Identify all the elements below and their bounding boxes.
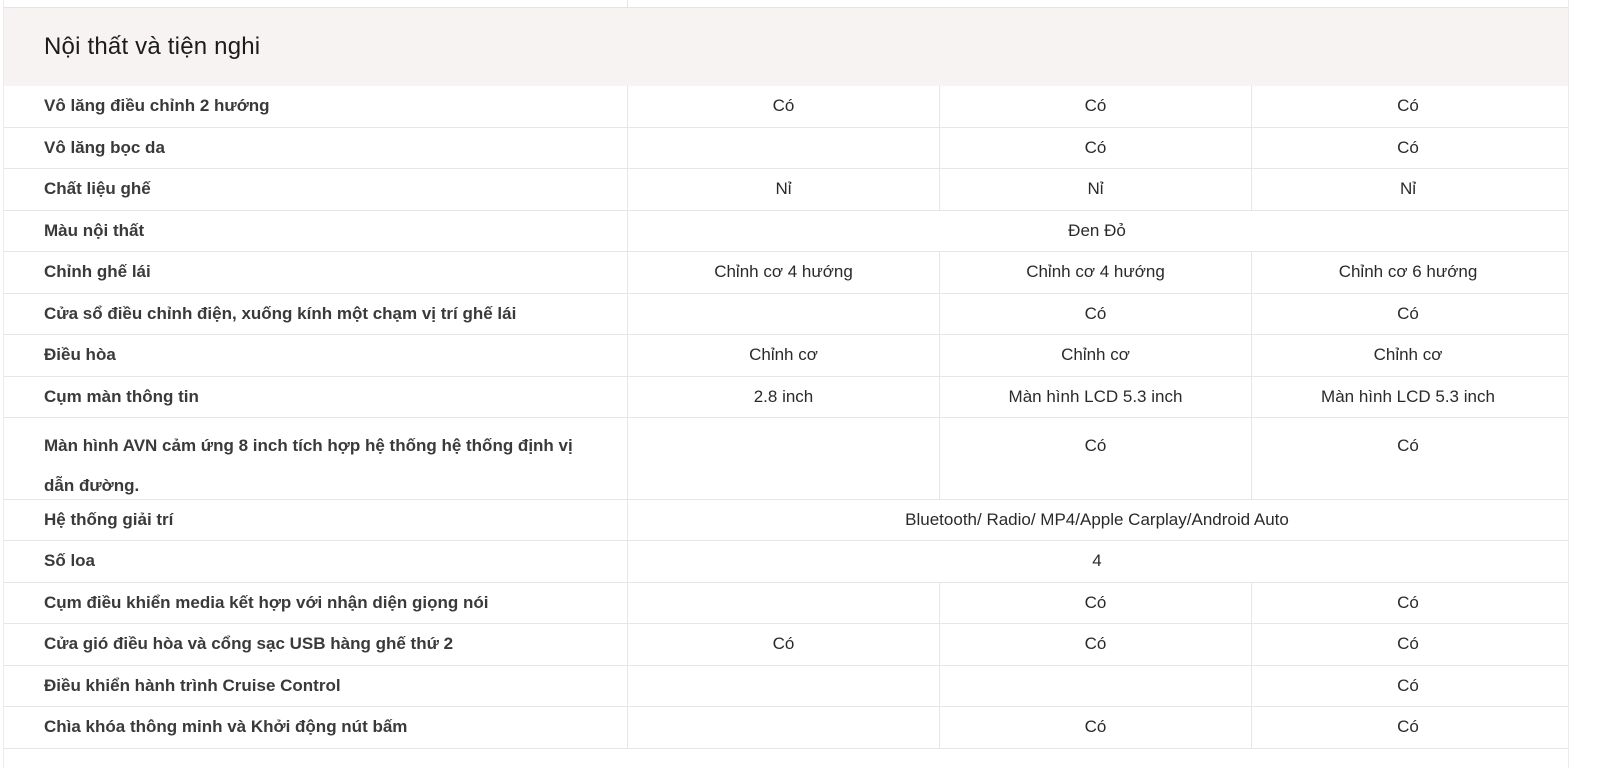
cell-value: Có [940, 583, 1252, 624]
cell-value: Màn hình LCD 5.3 inch [1321, 386, 1495, 406]
table-row [4, 624, 1568, 666]
cell-value: Có [1397, 436, 1419, 455]
section-title: Nội thất và tiện nghi [44, 33, 261, 60]
row-label: Cửa gió điều hòa và cổng sạc USB hàng ghế thứ 2 [4, 624, 628, 665]
table-row [4, 128, 1568, 170]
row-label: Cụm điều khiển media kết hợp với nhận diện giọng nói [4, 583, 628, 624]
section-header [4, 8, 1568, 86]
table-row [4, 541, 1568, 583]
cell-value: Có [1397, 592, 1419, 612]
cell-value [628, 128, 940, 169]
table-row [4, 169, 1568, 211]
cell-value [940, 666, 1252, 707]
row-label: Điều hòa [4, 335, 628, 376]
cell-value: Có [1397, 303, 1419, 323]
merged-cell-value: 4 [1092, 551, 1102, 571]
table-row [4, 418, 1568, 500]
cell-value [628, 294, 940, 335]
cell-value: Chỉnh cơ 4 hướng [628, 252, 940, 293]
previous-row-edge [4, 0, 1568, 8]
table-row [4, 500, 1568, 542]
cell-value: Chỉnh cơ 4 hướng [940, 252, 1252, 293]
cell-value: Nỉ [1399, 179, 1417, 199]
cell-value: Chỉnh cơ 6 hướng [1338, 262, 1478, 282]
cell-value: Có [940, 418, 1252, 499]
row-label: Số loa [4, 541, 628, 582]
table-row [4, 707, 1568, 749]
row-label: Chất liệu ghế [4, 169, 628, 210]
table-row [4, 377, 1568, 419]
cell-value: Có [940, 128, 1252, 169]
table-row [4, 335, 1568, 377]
cell-value [628, 666, 940, 707]
table-row [4, 211, 1568, 253]
table-row [4, 666, 1568, 708]
cell-value [628, 418, 940, 499]
cell-value: Chỉnh cơ [628, 335, 940, 376]
cell-value: Màn hình LCD 5.3 inch [940, 377, 1252, 418]
row-label: Chìa khóa thông minh và Khởi động nút bấm [4, 707, 628, 748]
row-label: Màu nội thất [4, 211, 628, 252]
table-row [4, 294, 1568, 336]
table-row [4, 583, 1568, 625]
cell-value [628, 707, 940, 748]
merged-cell-value: Đen Đỏ [1068, 220, 1126, 240]
cell-value: Có [1397, 717, 1419, 737]
cell-value: Có [1397, 137, 1419, 157]
merged-cell-value: Bluetooth/ Radio/ MP4/Apple Carplay/Android Auto [905, 509, 1289, 529]
row-label: Hệ thống giải trí [4, 500, 628, 541]
cell-value: Chỉnh cơ [940, 335, 1252, 376]
cell-value: Có [628, 624, 940, 665]
row-label: Cụm màn thông tin [4, 377, 628, 418]
cell-value: Chỉnh cơ [1373, 345, 1443, 365]
spec-table [3, 0, 1569, 768]
cell-value: Có [940, 624, 1252, 665]
cell-value: Có [940, 294, 1252, 335]
cell-value: 2.8 inch [628, 377, 940, 418]
cell-value: Có [1397, 634, 1419, 654]
table-row [4, 86, 1568, 128]
row-label: Cửa sổ điều chỉnh điện, xuống kính một chạm vị trí ghế lái [4, 294, 628, 335]
cell-value: Có [628, 86, 940, 127]
table-row [4, 252, 1568, 294]
cell-value: Có [940, 86, 1252, 127]
row-label: Vô lăng bọc da [4, 128, 628, 169]
cell-value: Nỉ [628, 169, 940, 210]
cell-value: Nỉ [940, 169, 1252, 210]
cell-value: Có [1397, 96, 1419, 116]
cell-value: Có [1397, 675, 1419, 695]
row-label: Vô lăng điều chỉnh 2 hướng [4, 86, 628, 127]
cell-value [628, 583, 940, 624]
row-label: Điều khiển hành trình Cruise Control [4, 666, 628, 707]
row-label: Màn hình AVN cảm ứng 8 inch tích hợp hệ thống hệ thống định vị dẫn đường. [4, 418, 628, 499]
row-label: Chỉnh ghế lái [4, 252, 628, 293]
cell-value: Có [940, 707, 1252, 748]
